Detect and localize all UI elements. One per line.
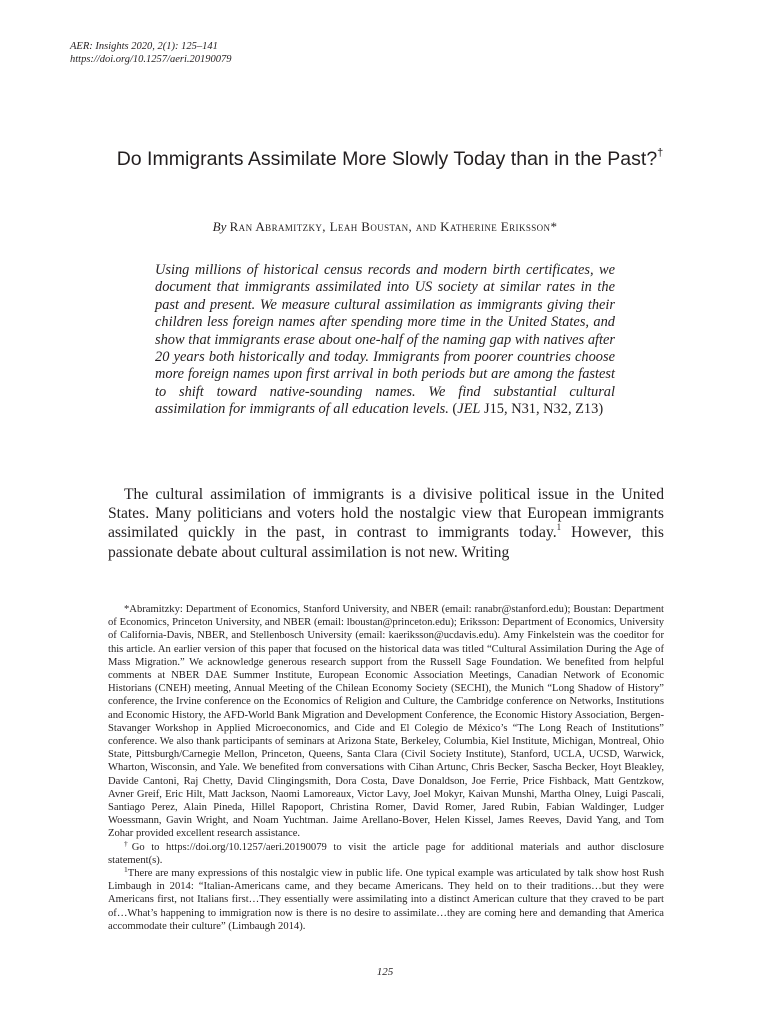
footnote-dagger-text: Go to https://doi.org/10.1257/aeri.20190079 to visit the article page for additional materials and author disclosure statement(s).: [108, 841, 664, 866]
footnote-1-mark: 1: [124, 865, 128, 875]
author-by: By: [212, 219, 227, 234]
abstract: [155, 262, 615, 419]
paper-title-text: Do Immigrants Assimilate More Slowly Today than in the Past?: [116, 148, 658, 170]
journal-header: [70, 40, 232, 66]
author-names: Ran Abramitzky, Leah Boustan, and Katherine Eriksson*: [229, 219, 558, 234]
jel-open-paren: (: [452, 401, 458, 418]
abstract-text: Using millions of historical census records and modern birth certificates, we document that immigrants assimilated into US society at similar rates in the past and present. We measure cultural assimilation as immigrants giving their children less foreign names after spending more time in the United States, and show that immigrants erase about one-half of the naming gap with natives after 20 years both historically and today. Immigrants from poorer countries choose more foreign names upon first arrival in both periods but are among the fastest to shift toward native-sounding names. We find substantial cultural assimilation for immigrants of all education levels.: [155, 262, 615, 418]
footnote-dagger-mark: †: [124, 838, 132, 848]
footnote-1-ref[interactable]: 1: [556, 522, 562, 533]
footnote-dagger: [108, 838, 664, 867]
page-number: 125: [376, 966, 394, 978]
paper-title: [90, 147, 690, 172]
footnote-1: [108, 867, 664, 933]
footnote-1-text: There are many expressions of this nostalgic view in public life. One typical example was articulated by talk show host Rush Limbaugh in 2014: “Italian-Americans came, and they became Americans. They held on to their traditions…but they were Americans first, not Italians first…They essentially were assimilating into a distinct American culture that they craved to be part of…What’s happening to immigration now is there is no desire to assimilate…they are coming here and demanding that America accommodate their culture” (Limbaugh 2014).: [108, 868, 664, 932]
journal-citation: AER: Insights 2020, 2(1): 125–141: [70, 41, 218, 52]
jel-codes: J15, N31, N32, Z13): [480, 401, 604, 418]
doi-link[interactable]: https://doi.org/10.1257/aeri.20190079: [70, 54, 232, 65]
title-dagger-mark[interactable]: †: [657, 147, 664, 159]
body-paragraph: [108, 485, 664, 562]
jel-label: JEL: [457, 401, 481, 418]
author-line: [100, 219, 670, 235]
body-paragraph-text: The cultural assimilation of immigrants is a divisive political issue in the United States. Many politicians and voters hold the nostalgic view that European immigrants assimilated quickly in the past, in contrast to immigrants today.: [108, 486, 664, 542]
body-paragraph-continuation: However, this passionate debate about cultural assimilation is not new. Writing: [108, 524, 664, 561]
footnote-affiliations: *Abramitzky: Department of Economics, Stanford University, and NBER (email: ranabr@stanford.edu); Boustan: Department of Economics, Princeton University, and NBER (email: lboustan@princeton.edu); Eriksson: Department of Economics, University of California-Davis, NBER, and Stellenbosch University (email: kaeriksson@ucdavis.edu). Amy Finkelstein was the coeditor for this article. An earlier version of this paper that focused on the historical data was titled “Cultural Assimilation During the Age of Mass Migration.” We acknowledge generous research support from the Russell Sage Foundation. We benefited from helpful comments at NBER DAE Summer Institute, European Economic Association Meetings, Canadian Network of Economic Historians (CNEH) meeting, Annual Meeting of the Chilean Economy Society (SECHI), the Munich “Long Shadow of History” conference, the Irvine conference on the Economics of Religion and Culture, the Cambridge conference on Networks, Institutions and Economic History, the AFD-World Bank Migration and Development Conference, the Economic History Association, Bergen-Stavanger Workshop in Applied Microeconomics, and Cide and El Colegio de México’s “The Long Reach of Institutions” conference. We also thank participants of seminars at Arizona State, Berkeley, Columbia, Kiel Institute, Michigan, Montreal, Ohio State, Pittsburgh/Carnegie Mellon, Princeton, Queens, Santa Clara (Civil Society Institute), Stanford, UCLA, UCSD, Warwick, Wharton, Wisconsin, and Yale. We benefited from conversations with Cihan Artunc, Chris Becker, Sascha Becker, Hoyt Bleakley, Davide Cantoni, Raj Chetty, David Clingingsmith, Dora Costa, Dave Donaldson, Joe Ferrie, Price Fishback, Matt Gentzkow, Avner Greif, Eric Hilt, Matt Jackson, Naomi Lamoreaux, Victor Lavy, Joel Mokyr, Kaivan Munshi, Martha Olney, Luigi Pascali, Santiago Perez, Alain Pineda, Hillel Rapoport, Christina Romer, David Romer, Jared Rubin, Fabian Waldinger, Ludger Woessmann, Gavin Wright, and Noam Yuchtman. Jaime Arellano-Bover, Helen Kissel, James Reeves, David Yang, and Tom Zohar provided excellent research assistance.: [108, 604, 664, 840]
footnotes: [108, 603, 664, 933]
